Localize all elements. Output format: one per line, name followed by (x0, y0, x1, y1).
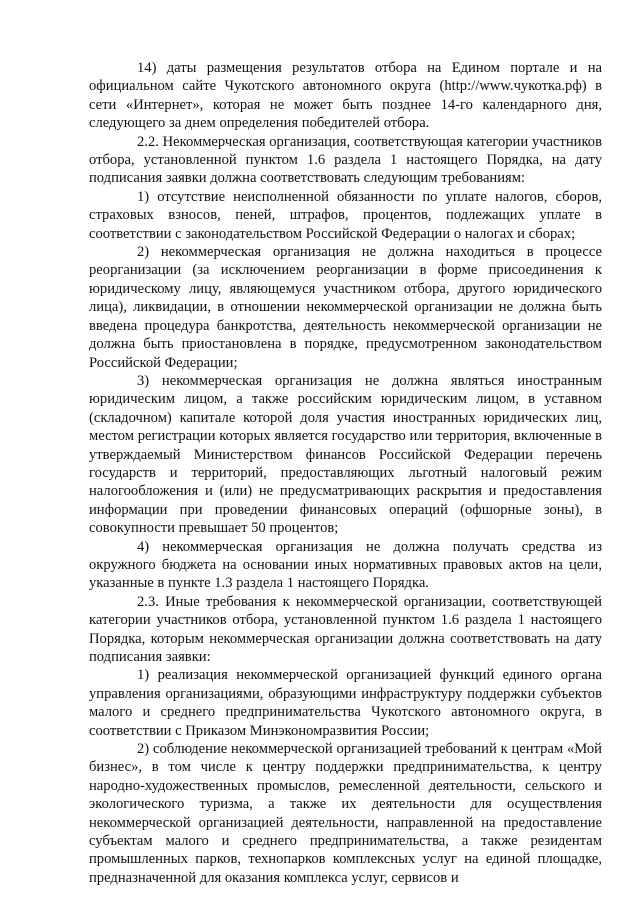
other-requirement-2: 2) соблюдение некоммерческой организацией требований к центрам «Мой бизнес», в том числе к центру поддержки предпринимательства, к центру народно-художественных промыслов, ремесленной деятельности, сельского и экологического туризма, а также их деятельности для осуществления некоммерческой организацией деятельности, направленной на предоставление субъектам малого и среднего предпринимательства, а также резидентам промышленных парков, технопарков комплексных услуг на единой площадке, предназначенной для оказания комплекса услуг, сервисов и (89, 741, 602, 886)
document-body (89, 59, 602, 887)
section-2-2-intro: 2.2. Некоммерческая организация, соответствующая категории участников отбора, установленной пунктом 1.6 раздела 1 настоящего Порядка, на дату подписания заявки должна соответствовать следующим требованиям: (89, 133, 602, 187)
section-2-3-intro: 2.3. Иные требования к некоммерческой организации, соответствующей категории участников отбора, установленной пунктом 1.6 раздела 1 настоящего Порядка, которым некоммерческая организации должна соответствовать на дату подписания заявки: (89, 593, 602, 665)
requirement-4-budget-funds: 4) некоммерческая организация не должна получать средства из окружного бюджета на основании иных нормативных правовых актов на цели, указанные в пункте 1.3 раздела 1 настоящего Порядка. (89, 538, 602, 592)
requirement-3-foreign-entity: 3) некоммерческая организация не должна являться иностранным юридическим лицом, а также российским юридическим лицом, в уставном (складочном) капитале которой доля участия иностранных юридических лиц, местом регистрации которых является государство или территория, включенные в утверждаемый Министерством финансов Российской Федерации перечень государств и территорий, предоставляющих льготный налоговый режим налогообложения и (или) не предусматривающих раскрытия и предоставления информации при проведении финансовых операций (офшорные зоны), в совокупности превышает 50 процентов; (89, 372, 602, 537)
requirement-1-taxes: 1) отсутствие неисполненной обязанности по уплате налогов, сборов, страховых взносов, пеней, штрафов, процентов, подлежащих уплате в соответствии с законодательством Российской Федерации о налогах и сборах; (89, 188, 602, 242)
paragraph-item-14: 14) даты размещения результатов отбора на Едином портале и на официальном сайте Чукотского автономного округа (http://www.чукотка.рф) в сети «Интернет», которая не может быть позднее 14-го календарного дня, следующего за днем определения победителей отбора. (89, 60, 602, 132)
other-requirement-1: 1) реализация некоммерческой организацией функций единого органа управления организациями, образующими инфраструктуру поддержки субъектов малого и среднего предпринимательства Чукотского автономного округа, в соответствии с Приказом Минэкономразвития России; (89, 667, 602, 739)
requirement-2-reorganization: 2) некоммерческая организация не должна находиться в процессе реорганизации (за исключением реорганизации в форме присоединения к юридическому лицу, являющемуся участником отбора, другого юридического лица), ликвидации, в отношении некоммерческой организации не должна быть введена процедура банкротства, деятельность некоммерческой организации не должна быть приостановлена в порядке, предусмотренном законодательством Российской Федерации; (89, 244, 602, 371)
